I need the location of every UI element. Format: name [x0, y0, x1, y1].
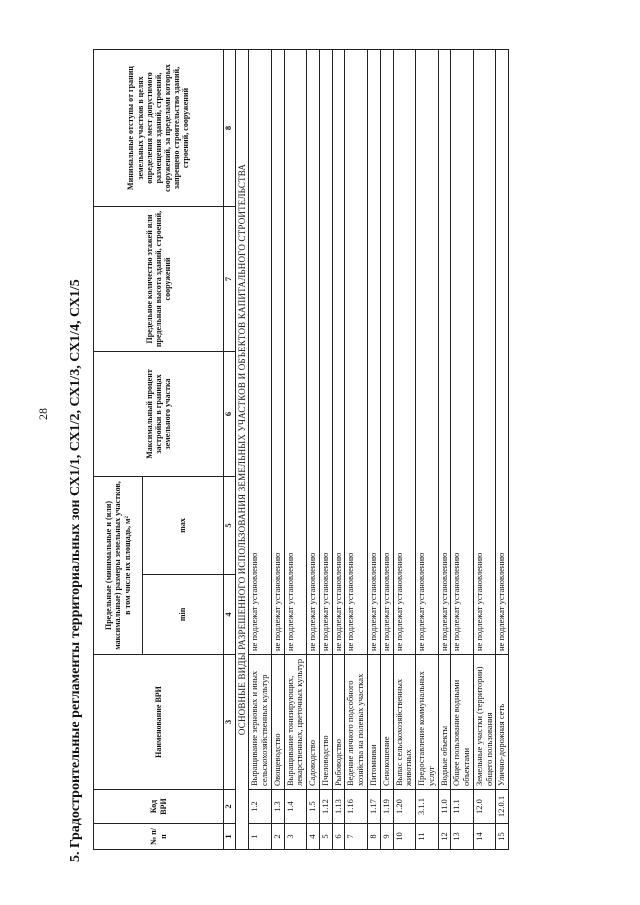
- row-size-rule: не подлежат установлению: [393, 50, 416, 655]
- row-name: Общее пользование водными объектами: [451, 655, 474, 790]
- row-size-rule: не подлежат установлению: [473, 50, 496, 655]
- row-num: 6: [332, 824, 345, 850]
- table-row: [451, 50, 474, 850]
- colnum-5: 5: [224, 477, 236, 575]
- row-name: Улично-дорожная сеть: [496, 655, 509, 790]
- row-size-rule: не подлежат установлению: [249, 50, 272, 655]
- row-size-rule: не подлежат установлению: [380, 50, 393, 655]
- header-max: max: [143, 477, 224, 575]
- header-percent: Максимальный процент застройки в границах земельного участка: [94, 352, 224, 477]
- row-name: Садоводство: [307, 655, 320, 790]
- row-size-rule: не подлежат установлению: [345, 50, 368, 655]
- row-name: Питомники: [368, 655, 381, 790]
- table-row: [345, 50, 368, 850]
- section-row: [236, 50, 249, 850]
- row-size-rule: не подлежат установлению: [332, 50, 345, 655]
- colnum-4: 4: [224, 575, 236, 655]
- row-name: Пчеловодство: [319, 655, 332, 790]
- table-row: [473, 50, 496, 850]
- row-code: 1.17: [368, 790, 381, 824]
- table-row: [249, 50, 272, 850]
- table-row: [393, 50, 416, 850]
- header-num: № п/п: [94, 824, 224, 850]
- row-code: 1.13: [332, 790, 345, 824]
- row-num: 11: [416, 824, 439, 850]
- row-name: Сенокошение: [380, 655, 393, 790]
- row-code: 11.1: [451, 790, 474, 824]
- table-row: [438, 50, 451, 850]
- row-size-rule: не подлежат установлению: [451, 50, 474, 655]
- row-name: Выращивание зерновых и иных сельскохозяйственных культур: [249, 655, 272, 790]
- page-title: 5. Градостроительные регламенты территориальных зон СХ1/1, СХ1/2, СХ1/3, СХ1/4, СХ1/5: [68, 279, 83, 862]
- row-code: 12.0: [473, 790, 496, 824]
- row-size-rule: не подлежат установлению: [284, 50, 307, 655]
- row-name: Рыбоводство: [332, 655, 345, 790]
- row-code: 11.0: [438, 790, 451, 824]
- page-number: 28: [36, 408, 50, 420]
- row-num: 10: [393, 824, 416, 850]
- row-code: 1.3: [271, 790, 284, 824]
- table-row: [271, 50, 284, 850]
- row-num: 8: [368, 824, 381, 850]
- regulations-table-container: [93, 50, 545, 850]
- row-code: 1.2: [249, 790, 272, 824]
- row-code: 1.5: [307, 790, 320, 824]
- colnum-2: 2: [224, 790, 236, 824]
- header-floors: Предельное количество этажей или предельная высота зданий, строений, сооружений: [94, 207, 224, 352]
- row-name: Ведение личного подсобного хозяйства на полевых участках: [345, 655, 368, 790]
- header-row: [94, 50, 143, 850]
- colnum-6: 6: [224, 352, 236, 477]
- row-size-rule: не подлежат установлению: [496, 50, 509, 655]
- row-num: 4: [307, 824, 320, 850]
- row-size-rule: не подлежат установлению: [368, 50, 381, 655]
- header-sizes: Предельные (минимальные и (или) максимальные) размеры земельных участков, в том числе их площадь, м²: [94, 477, 143, 655]
- row-size-rule: не подлежат установлению: [271, 50, 284, 655]
- table-row: [284, 50, 307, 850]
- table-row: [332, 50, 345, 850]
- row-num: 1: [249, 824, 272, 850]
- row-size-rule: не подлежат установлению: [307, 50, 320, 655]
- regulations-table: [93, 49, 509, 850]
- row-num: 14: [473, 824, 496, 850]
- table-row: [496, 50, 509, 850]
- colnum-1: 1: [224, 824, 236, 850]
- row-num: 7: [345, 824, 368, 850]
- header-name: Наименование ВРИ: [94, 655, 224, 790]
- row-size-rule: не подлежат установлению: [319, 50, 332, 655]
- row-code: 3.1.1: [416, 790, 439, 824]
- row-code: 1.16: [345, 790, 368, 824]
- row-size-rule: не подлежат установлению: [438, 50, 451, 655]
- row-num: 13: [451, 824, 474, 850]
- row-name: Водные объекты: [438, 655, 451, 790]
- row-name: Предоставление коммунальных услуг: [416, 655, 439, 790]
- row-num: 2: [271, 824, 284, 850]
- table-row: [319, 50, 332, 850]
- row-name: Овощеводство: [271, 655, 284, 790]
- colnum-3: 3: [224, 655, 236, 790]
- row-name: Выращивание тонизирующих, лекарственных, цветочных культур: [284, 655, 307, 790]
- row-code: 1.20: [393, 790, 416, 824]
- row-num: 15: [496, 824, 509, 850]
- table-row: [380, 50, 393, 850]
- row-num: 9: [380, 824, 393, 850]
- row-code: 1.12: [319, 790, 332, 824]
- colnum-7: 7: [224, 207, 236, 352]
- header-min: min: [143, 575, 224, 655]
- row-code: 1.4: [284, 790, 307, 824]
- table-row: [416, 50, 439, 850]
- row-num: 12: [438, 824, 451, 850]
- row-num: 5: [319, 824, 332, 850]
- table-row: [307, 50, 320, 850]
- row-num: 3: [284, 824, 307, 850]
- colnum-8: 8: [224, 50, 236, 207]
- column-number-row: [224, 50, 236, 850]
- row-code: 1.19: [380, 790, 393, 824]
- row-size-rule: не подлежат установлению: [416, 50, 439, 655]
- header-setbacks: Минимальные отступы от границ земельных участков в целях определения мест допустимого размещения зданий, строений, сооружений, за пределами которых запрещено строительство зданий, строений, сооружений: [94, 50, 224, 207]
- section-title: ОСНОВНЫЕ ВИДЫ РАЗРЕШЕННОГО ИСПОЛЬЗОВАНИЯ ЗЕМЕЛЬНЫХ УЧАСТКОВ И ОБЪЕКТОВ КАПИТАЛЬНОГО СТРОИТЕЛЬСТВА: [236, 50, 249, 850]
- table-row: [368, 50, 381, 850]
- header-code: Код ВРИ: [94, 790, 224, 824]
- row-code: 12.0.1: [496, 790, 509, 824]
- row-name: Выпас сельскохозяйственных животных: [393, 655, 416, 790]
- row-name: Земельные участки (территории) общего пользования: [473, 655, 496, 790]
